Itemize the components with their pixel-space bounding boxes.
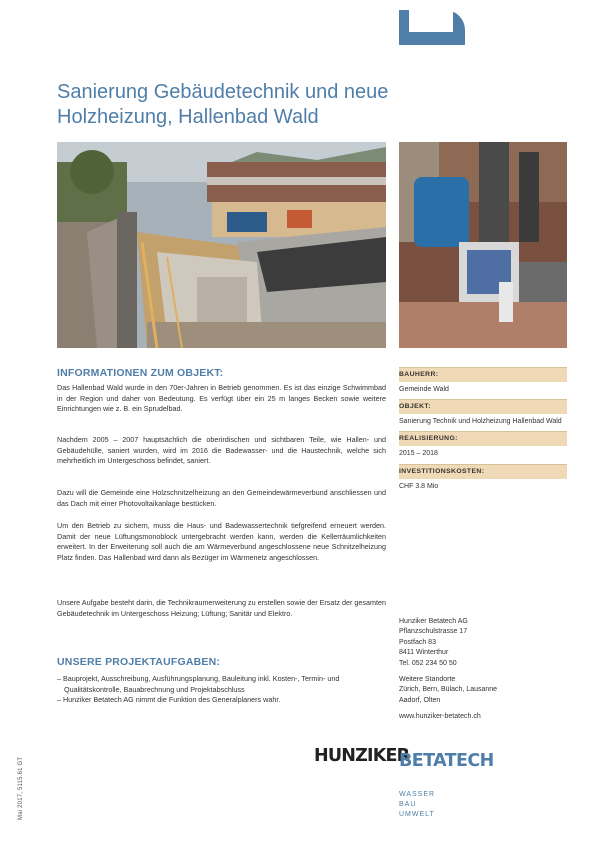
tagline-water: WASSER [399,791,436,798]
investment-value: CHF 3.8 Mio [399,482,439,490]
document-date-code: Mai 2017, 5115.61 GT [18,756,24,820]
tagline-environment: UMWELT [399,811,435,819]
object-label: OBJEKT: [399,399,567,414]
company-logo [314,744,514,772]
other-sites-label: Weitere Standorte [399,676,456,684]
info-paragraph-4: Um den Betrieb zu sichern, muss die Haus- und Badewassertechnik tiefgreifend erneuert werden. Damit der neue Lüftungsmonoblock untergebracht werden kann, werden die Kellerräumlichkeiten erweitert. In der Erweiterung soll auch die am Wärmeverbund angeschlossene neue Schnitzelheizung Platz finden. Das Hallenbad wird dann als Bezüger im Wärmenetz angeschlossen. [57,521,386,562]
corner-logo-mark [399,10,465,45]
info-heading: INFORMATIONEN ZUM OBJEKT: [57,367,224,379]
contact-block [399,617,567,723]
logo-part-betatech: BETATECH [399,751,494,771]
client-value: Gemeinde Wald [399,386,449,393]
company-name: Hunziker Betatech AG [399,618,468,625]
tagline-build: BAU [399,801,417,809]
task-item-2: – Hunziker Betatech AG nimmt die Funktion des Generalplaners wahr. [57,695,281,705]
logo-part-hunziker: HUNZIKER [314,746,410,766]
other-sites-1: Zürich, Bern, Bülach, Lausanne [399,686,498,694]
object-value: Sanierung Technik und Holzheizung Hallenbad Wald [399,418,562,426]
info-paragraph-3: Dazu will die Gemeinde eine Holzschnitzelheizung an den Gemeindewärmeverbund anschliessen und das Dach mit einer Photovoltaikanlage bestücken. [57,488,386,508]
website-link[interactable]: www.hunziker-betatech.ch [399,713,481,721]
street-address: Pflanzschulstrasse 17 [399,628,468,636]
postbox: Postfach 83 [399,638,436,646]
tasks-heading: UNSERE PROJEKTAUFGABEN: [57,656,221,668]
tasks-list [57,674,386,706]
phone: Tel. 052 234 50 50 [399,659,457,667]
city: 8411 Winterthur [399,649,449,657]
construction-site-photo [57,142,386,348]
other-sites-2: Aadorf, Olten [399,696,441,704]
info-paragraph-5: Unsere Aufgabe besteht darin, die Technikraumerweiterung zu erstellen sowie der Ersatz der gesamten Gebäudetechnik im Untergeschoss Heizung; Lüftung; Sanitär und Elektro. [57,598,386,618]
page-title: Sanierung Gebäudetechnik und neue Holzheizung, Hallenbad Wald [57,81,389,128]
technical-room-photo [399,142,567,348]
project-facts-table [399,367,567,496]
info-paragraph-2: Nachdem 2005 – 2007 hauptsächlich die oberirdischen und sichtbaren Teile, wie Hallen- und Gebäudehülle, saniert wurden, wird im 2016 die Badewasser- und die Haustechnik, welche sich mehrheitlich im Untergeschoss befindet, saniert. [57,435,386,466]
realization-label: REALISIERUNG: [399,431,567,446]
client-label: BAUHERR: [399,367,567,382]
investment-label: INVESTITIONSKOSTEN: [399,464,567,479]
info-paragraph-1: Das Hallenbad Wald wurde in den 70er-Jahren in Betrieb genommen. Es ist das einzige Schwimmbad in der Region und daher von Bedeutung. Es verfügt über ein 25 m langes Becken sowie weitere Einrichtungen wie z. B. ein Sprudelbad. [57,383,386,414]
realization-value: 2015 – 2018 [399,450,438,458]
tagline [399,790,435,821]
task-item-1: – Bauprojekt, Ausschreibung, Ausführungsplanung, Bauleitung inkl. Kosten-, Termin- und Qualitätskontrolle, Bauabrechnung und Projektabschluss [57,674,340,694]
